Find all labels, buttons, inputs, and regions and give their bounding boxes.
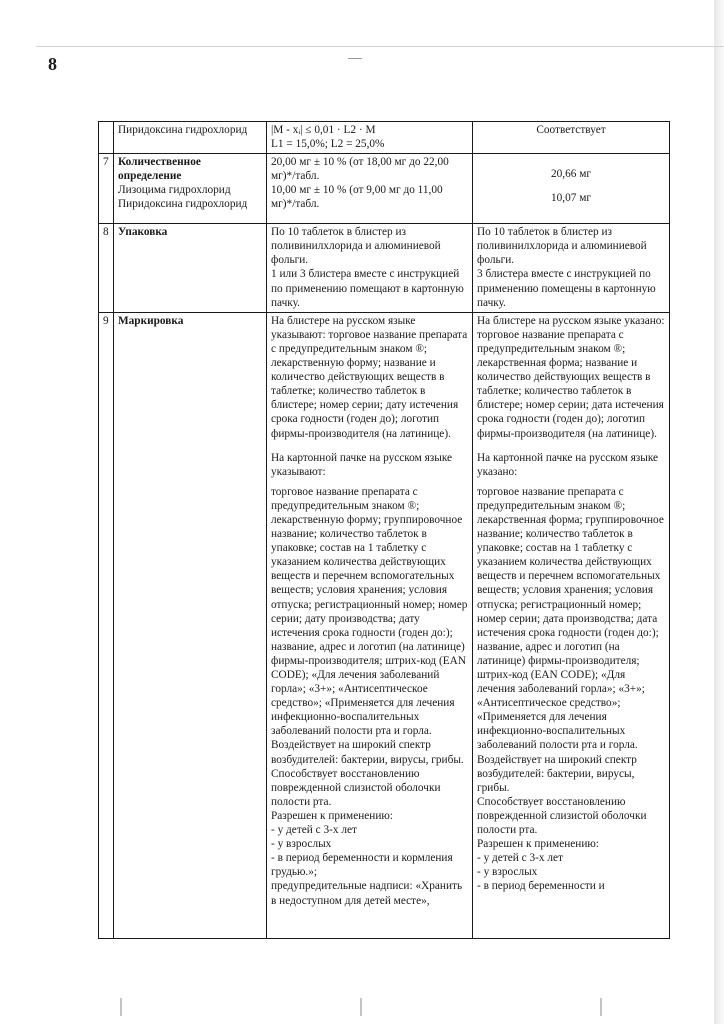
indicator-subitem: Пиридоксина гидрохлорид [118, 198, 248, 211]
actual-paragraph: По 10 таблеток в блистер из поливинилхлорида и алюминиевой фольги. [477, 226, 647, 267]
actual-result: 20,66 мг [550, 168, 592, 181]
indicator-title: Количественное определение [118, 156, 201, 183]
requirement-line: Разрешен к применению: [271, 809, 393, 822]
actual-result-cell [473, 312, 670, 938]
scan-edge-shadow [714, 0, 724, 1024]
requirement-paragraph: Способствует восстановлению поврежденной слизистой оболочки полости рта. [271, 767, 441, 808]
actual-result: 10,07 мг [550, 192, 592, 205]
requirement-cell [267, 122, 473, 154]
row-number: 9 [99, 312, 114, 938]
row-number: 7 [99, 154, 114, 224]
requirement-line: - у взрослых [271, 838, 332, 851]
requirement-line: |M - xᵢ| ≤ 0,01 · L2 · M [271, 124, 376, 136]
actual-line: - у взрослых [477, 866, 538, 879]
requirement-paragraph: По 10 таблеток в блистер из поливинилхлорида и алюминиевой фольги. [271, 226, 441, 267]
requirement-cell [267, 224, 473, 313]
requirement-cell [267, 154, 473, 224]
requirement-line: 10,00 мг ± 10 % (от 9,00 мг до 11,00 мг)*/табл. [271, 184, 443, 211]
requirement-paragraph: 1 или 3 блистера вместе с инструкцией по применению помещают в картонную пачку. [271, 268, 464, 309]
row-number [99, 122, 114, 154]
top-rule [36, 46, 724, 47]
requirement-line: - у детей с 3-х лет [271, 824, 357, 837]
actual-line: - в период беременности и [477, 880, 605, 893]
requirement-paragraph: На картонной пачке на русском языке указывают: [271, 451, 453, 478]
actual-paragraph: На блистере на русском языке указано: торговое название препарата с предупредительным знаком ®; лекарственная форма; название и количество действующих веществ в таблетке; количество таблеток в блистере; номер серии; дата истечения срока годности (годен до); логотип фирмы-производителя (на латинице). [477, 314, 665, 440]
scan-bottom-artifacts [0, 976, 724, 1024]
indicator-name: Маркировка [114, 312, 267, 938]
actual-line: Разрешен к применению: [477, 838, 599, 851]
actual-line: - у детей с 3-х лет [477, 852, 563, 865]
indicator-name: Пиридоксина гидрохлорид [114, 122, 267, 154]
requirement-paragraph: На блистере на русском языке указывают: торговое название препарата с предупредительным знаком ®; лекарственную форму; название и количество действующих веществ в таблетке; количество таблеток в блистере; номер серии; дату истечения срока годности (годен до); логотип фирмы-производителя (на латинице). [271, 314, 468, 440]
requirement-paragraph: торговое название препарата с предупредительным знаком ®; лекарственную форму; группировочное название; количество таблеток в упаковке; состав на 1 таблетку с указанием количества действующих веществ и перечнем вспомогательных веществ; условия хранения; условия отпуска; регистрационный номер; номер серии; дату производства; дату истечения срока годности (годен до:); название, адрес и логотип (на латинице) фирмы-производителя; штрих-код (EAN CODE); «Для лечения заболеваний горла»; «3+»; «Антисептическое средство»; «Применяется для лечения инфекционно-воспалительных заболеваний полости рта и горла. Воздействует на широкий спектр возбудителей: бактерии, вирусы, грибы. [271, 485, 468, 766]
table-row [99, 312, 670, 938]
actual-result: Соответствует [473, 122, 670, 154]
table-row [99, 122, 670, 154]
requirement-line: - в период беременности и кормления грудью.»; [271, 852, 453, 879]
requirement-line: 20,00 мг ± 10 % (от 18,00 мг до 22,00 мг)*/табл. [271, 156, 449, 183]
actual-result-cell [473, 154, 670, 224]
indicator-name: Упаковка [114, 224, 267, 313]
actual-result-cell [473, 224, 670, 313]
actual-paragraph: торговое название препарата с предупредительным знаком ®; лекарственная форма; группировочное название; количество таблеток в упаковке; состав на 1 таблетку с указанием количества действующих веществ и перечнем вспомогательных веществ; условия хранения; условия отпуска; регистрационный номер; номер серии; дата производства; дата истечения срока годности (годен до:); название, адрес и логотип (на латинице) фирмы-производителя; штрих-код (EAN CODE); «Для лечения заболеваний горла»; «3+»; «Антисептическое средство»; «Применяется для лечения инфекционно-воспалительных заболеваний полости рта и горла. Воздействует на широкий спектр возбудителей: бактерии, вирусы, грибы. [477, 485, 664, 794]
actual-paragraph: Способствует восстановлению поврежденной слизистой оболочки полости рта. [477, 795, 647, 837]
indicator-name-cell [114, 154, 267, 224]
actual-paragraph: На картонной пачке на русском языке указано: [477, 451, 659, 478]
specification-table [98, 121, 670, 939]
indicator-subitem: Лизоцима гидрохлорид [118, 184, 231, 197]
actual-paragraph: 3 блистера вместе с инструкцией по применению помещены в картонную пачку. [477, 268, 656, 309]
page-handwritten-mark: 8 [48, 54, 57, 74]
table-row [99, 224, 670, 313]
row-number: 8 [99, 224, 114, 313]
requirement-line: предупредительные надписи: «Хранить в недоступном для детей месте», [271, 880, 463, 907]
requirement-cell [267, 312, 473, 938]
scan-artifact [348, 58, 362, 59]
table-row [99, 154, 670, 224]
requirement-line: L1 = 15,0%; L2 = 25,0% [271, 138, 385, 151]
